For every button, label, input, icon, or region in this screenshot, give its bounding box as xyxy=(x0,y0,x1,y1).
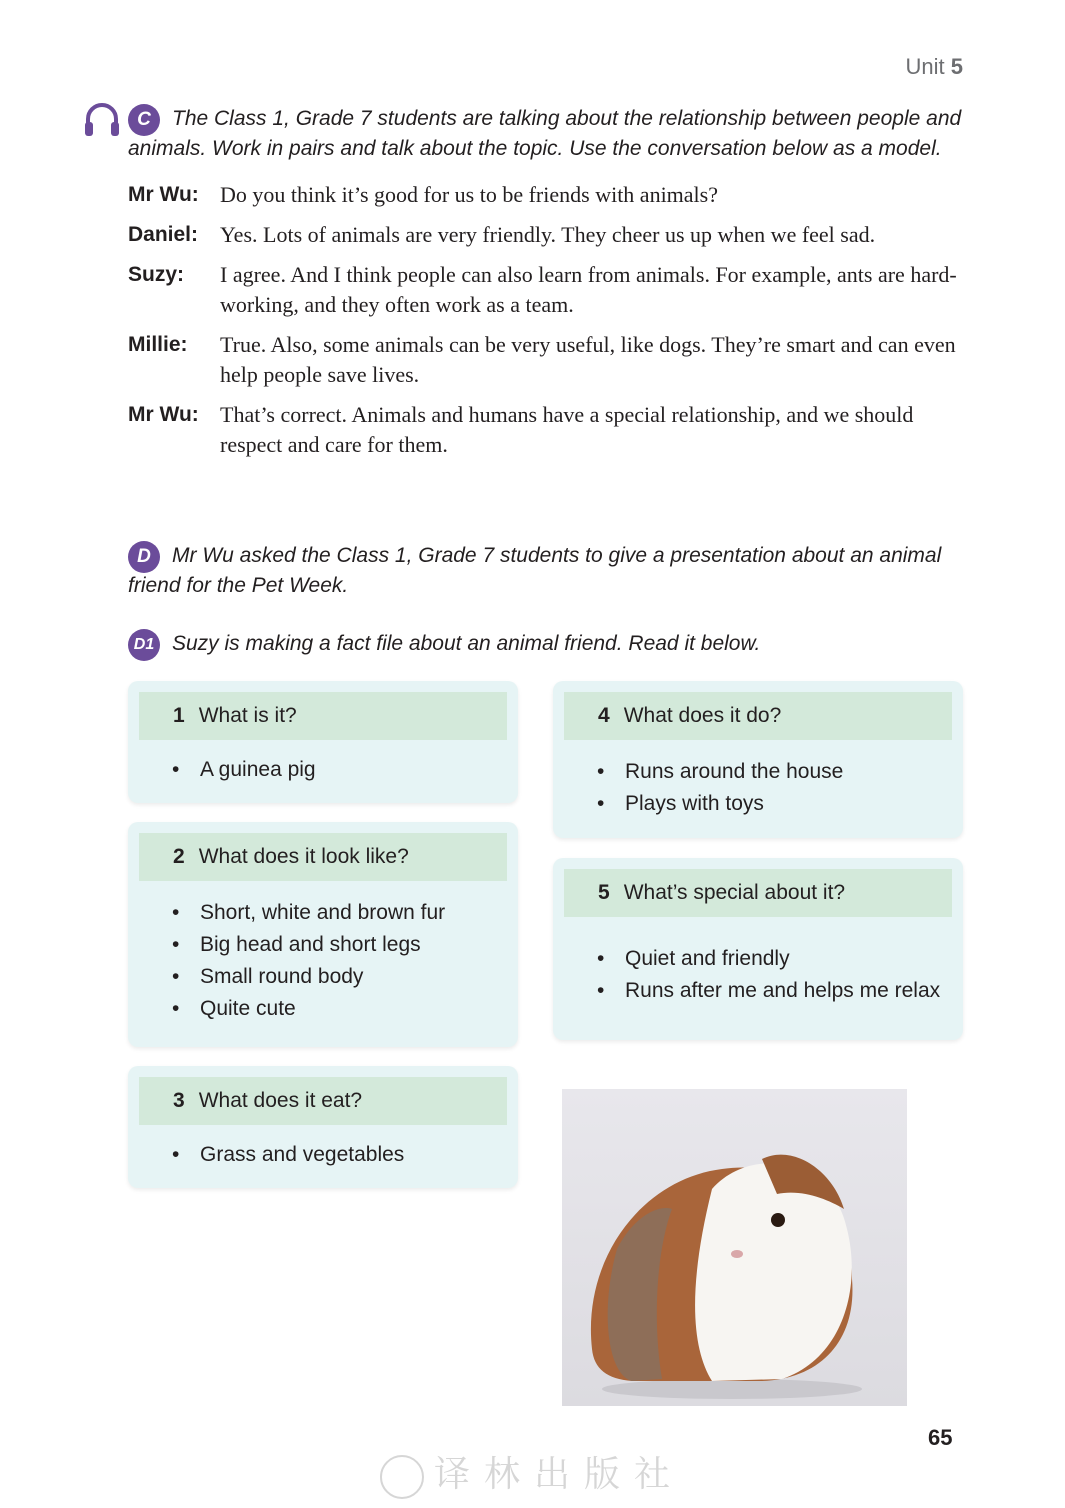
page-number: 65 xyxy=(928,1425,953,1450)
dialogue-text: Do you think it’s good for us to be friends with animals? xyxy=(220,182,718,207)
section-d1-badge: D1 xyxy=(128,629,160,661)
list-item: • Small round body xyxy=(200,961,518,993)
card-number: 4 xyxy=(598,704,610,727)
card-question: What’s special about it? xyxy=(623,881,846,904)
section-d-instruction xyxy=(128,541,968,601)
section-d-text: Mr Wu asked the Class 1, Grade 7 students to give a presentation about an animal friend for the Pet Week. xyxy=(128,544,942,597)
card-number: 1 xyxy=(173,704,185,727)
fact-card-5 xyxy=(553,858,963,1040)
fact-card-2 xyxy=(128,822,518,1047)
dialogue-line xyxy=(128,180,968,210)
unit-number: 5 xyxy=(950,54,963,79)
dialogue-line xyxy=(128,260,968,320)
speaker: Mr Wu: xyxy=(128,403,199,426)
section-d-badge: D xyxy=(128,541,160,573)
list-item: • Grass and vegetables xyxy=(200,1139,518,1171)
card-list xyxy=(553,943,963,1007)
dialogue xyxy=(128,180,968,470)
dialogue-line xyxy=(128,330,968,390)
section-d1-instruction xyxy=(128,629,968,659)
section-c-text: The Class 1, Grade 7 students are talking about the relationship between people and animals. Work in pairs and talk about the topic. Use the conversation below as a model. xyxy=(128,107,962,160)
headphones-icon xyxy=(83,102,121,138)
list-item: • Big head and short legs xyxy=(200,929,518,961)
speaker: Mr Wu: xyxy=(128,183,199,206)
section-c-badge: C xyxy=(128,104,160,136)
unit-label xyxy=(906,54,964,80)
speaker: Suzy: xyxy=(128,263,185,286)
card-list xyxy=(128,754,518,786)
card-question: What is it? xyxy=(198,704,297,727)
fact-card-3 xyxy=(128,1066,518,1188)
card-list xyxy=(553,756,963,820)
section-d1-text: Suzy is making a fact file about an animal friend. Read it below. xyxy=(172,632,761,655)
fact-card-1 xyxy=(128,681,518,803)
dialogue-text: I agree. And I think people can also learn from animals. For example, ants are hard-working, and they often work as a team. xyxy=(220,262,957,317)
card-header xyxy=(139,1077,507,1125)
fact-card-4 xyxy=(553,681,963,838)
card-question: What does it look like? xyxy=(198,845,409,868)
list-item: • Short, white and brown fur xyxy=(200,897,518,929)
section-c-instruction xyxy=(128,104,968,164)
guinea-pig-photo xyxy=(562,1089,907,1406)
card-number: 5 xyxy=(598,881,610,904)
card-question: What does it eat? xyxy=(198,1089,363,1112)
list-item: • Plays with toys xyxy=(625,788,963,820)
speaker: Daniel: xyxy=(128,223,199,246)
dialogue-text: True. Also, some animals can be very useful, like dogs. They’re smart and can even help people save lives. xyxy=(220,332,956,387)
card-list xyxy=(128,897,518,1025)
card-header xyxy=(564,692,952,740)
card-header xyxy=(139,692,507,740)
publisher-watermark xyxy=(380,1446,684,1499)
publisher-logo-icon xyxy=(380,1455,424,1499)
dialogue-line xyxy=(128,400,968,460)
dialogue-line xyxy=(128,220,968,250)
list-item: • Runs after me and helps me relax xyxy=(625,975,963,1007)
guinea-pig-illustration xyxy=(562,1089,907,1406)
dialogue-text: Yes. Lots of animals are very friendly. They cheer us up when we feel sad. xyxy=(220,222,876,247)
card-question: What does it do? xyxy=(623,704,782,727)
card-header xyxy=(139,833,507,881)
card-number: 3 xyxy=(173,1089,185,1112)
publisher-name: 译林出版社 xyxy=(434,1454,685,1495)
list-item: • Quite cute xyxy=(200,993,518,1025)
dialogue-text: That’s correct. Animals and humans have a special relationship, and we should respect and care for them. xyxy=(220,402,914,457)
list-item: • A guinea pig xyxy=(200,754,518,786)
list-item: • Runs around the house xyxy=(625,756,963,788)
card-number: 2 xyxy=(173,845,185,868)
card-list xyxy=(128,1139,518,1171)
list-item: • Quiet and friendly xyxy=(625,943,963,975)
speaker: Millie: xyxy=(128,333,188,356)
card-header xyxy=(564,869,952,917)
unit-text: Unit xyxy=(905,54,945,79)
